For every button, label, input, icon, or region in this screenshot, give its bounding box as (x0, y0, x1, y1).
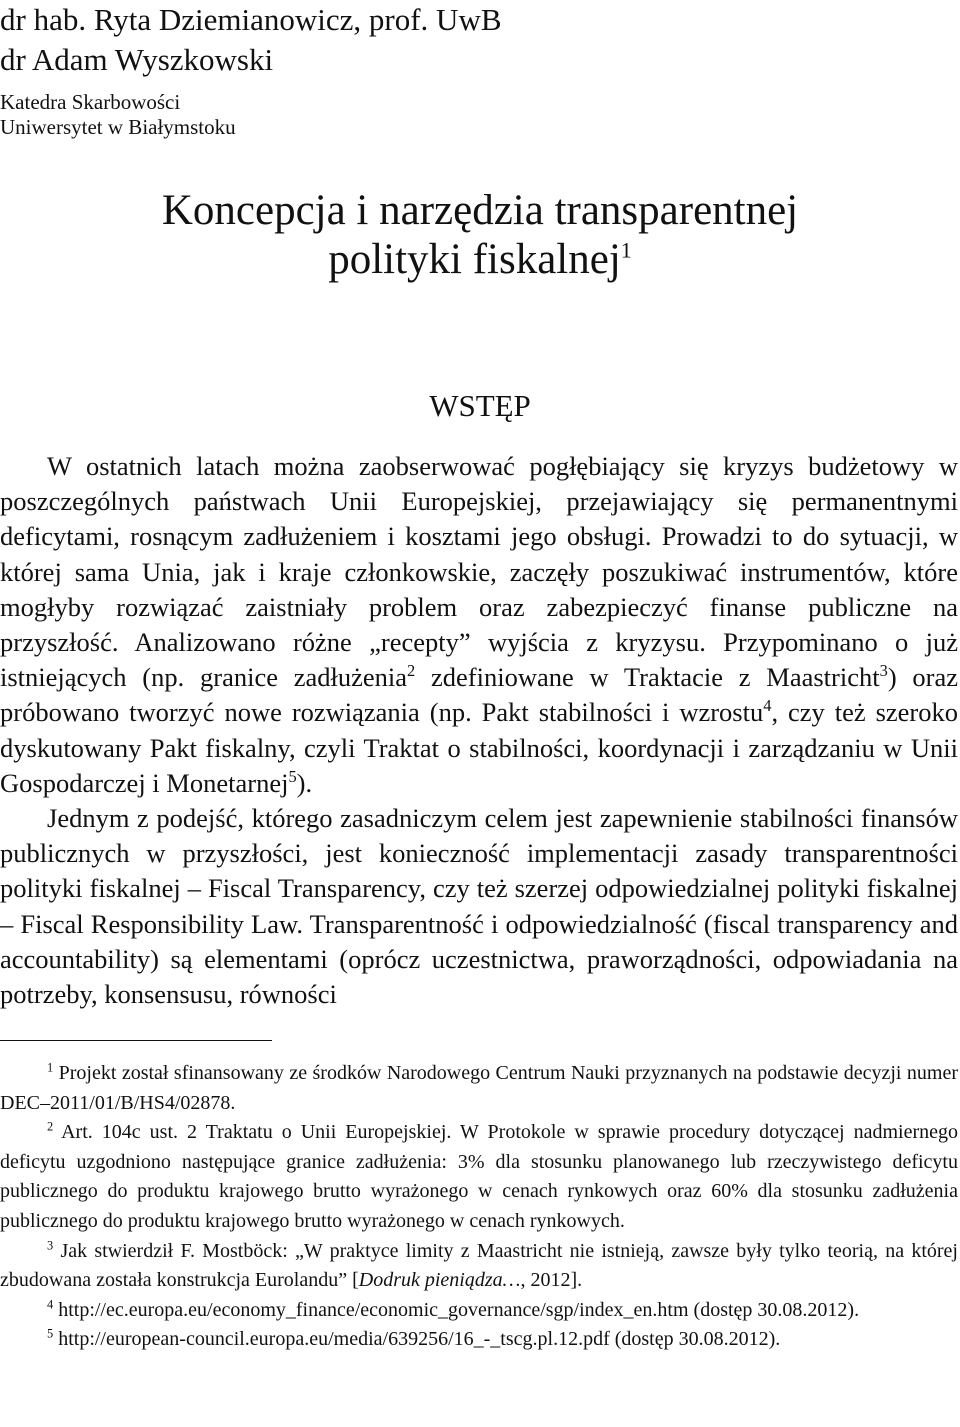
footnote-number: 1 (47, 1060, 54, 1075)
paragraph: Jednym z podejść, którego zasadniczym celem jest zapewnienie stabilności finansów publicznych w przyszłości, jest konieczność implementacji zasady transparentności polityki fiskalnej – Fiscal Transparency, czy też szerzej odpowiedzialnej polityki fiskalnej – Fiscal Responsibility Law. Transparentność i odpowiedzialność (fiscal transparency and accountability) są elementami (oprócz uczestnictwa, praworządności, odpowiadania na potrzeby, konsensusu, równości (0, 803, 958, 1010)
paragraph-text: ) oraz próbowano tworzyć nowe rozwiązania (np. Pakt stabilności i wzrostu (0, 662, 958, 728)
footnote-text: Jak stwierdził F. Mostböck: „W praktyce limity z Maastricht nie istnieją, zawsze były tylko teorią, na której zbudowana została konstrukcja Eurolandu” [ (0, 1239, 958, 1292)
paragraph-text: ). (296, 767, 313, 798)
footnote (0, 1296, 958, 1326)
footnote-text: Projekt został sfinansowany ze środków Narodowego Centrum Nauki przyznanych na podstawie decyzji numer DEC–2011/01/B/HS4/02878. (0, 1062, 958, 1114)
title-line: Koncepcja i narzędzia transparentnej (161, 187, 799, 234)
footnote-text: , 2012]. (520, 1269, 583, 1292)
footnote (0, 1237, 958, 1296)
footnote (0, 1325, 958, 1355)
footnotes (0, 1059, 958, 1355)
footnote-citation-title: Dodruk pieniądza… (358, 1269, 521, 1292)
footnote-text: Art. 104c ust. 2 Traktatu o Unii Europejskiej. W Protokole w sprawie procedury dotyczącej nadmiernego deficytu uzgodniono następujące granice zadłużenia: 3% dla stosunku planowanego lub rzeczywistego deficytu publicznego do produktu krajowego brutto wyrażonego w cenach rynkowych oraz 60% dla stosunku zadłużenia publicznego do produktu krajowego brutto wyrażonego w cenach rynkowych. (0, 1121, 958, 1232)
author-name: dr Adam Wyszkowski (0, 42, 274, 77)
footnote (0, 1059, 958, 1118)
section-heading: WSTĘP (429, 388, 531, 423)
footnote-ref[interactable]: 3 (879, 661, 888, 681)
footnote-number: 5 (47, 1326, 54, 1341)
footnote-ref[interactable]: 4 (763, 696, 772, 716)
university: Uniwersytet w Białymstoku (0, 115, 236, 139)
footnote (0, 1118, 958, 1236)
footnote-ref[interactable]: 2 (407, 661, 416, 681)
footnote-link[interactable]: http://ec.europa.eu/economy_finance/economic_governance/sgp/index_en.htm (dostęp 30.08.2012). (53, 1298, 860, 1321)
article-title (0, 186, 960, 284)
paragraph-text: , czy też szeroko dyskutowany Pakt fiskalny, czyli Traktat o stabilności, koordynacji i zarządzaniu w Unii Gospodarczej i Monetarnej (0, 697, 958, 798)
footnote-ref[interactable]: 5 (288, 767, 297, 786)
paragraph-text: zdefiniowane w Traktacie z Maastricht (415, 662, 880, 693)
title-line: polityki fiskalnej (328, 236, 621, 283)
footnote-ref[interactable]: 1 (620, 237, 632, 263)
paragraph (0, 449, 958, 801)
article-body (0, 449, 958, 1012)
paragraph-text: W ostatnich latach można zaobserwować pogłębiający się kryzys budżetowy w poszczególnych państwach Unii Europejskiej, przejawiający się permanentnymi deficytami, rosnącym zadłużeniem i kosztami jego obsługi. Prowadzi to do sytuacji, w której sama Unia, jak i kraje członkowskie, zaczęły poszukiwać instrumentów, które mogłyby rozwiązać zaistniały problem oraz zabezpieczyć finanse publiczne na przyszłość. Analizowano różne „recepty” wyjścia z kryzysu. Przypominano o już istniejących (np. granice zadłużenia (0, 451, 958, 693)
footnote-link[interactable]: http://european-council.europa.eu/media/639256/16_-_tscg.pl.12.pdf (dostęp 30.08.2012). (53, 1328, 781, 1351)
footnote-number: 4 (47, 1297, 54, 1312)
footnote-number: 3 (47, 1237, 54, 1252)
author-block (0, 0, 960, 140)
department: Katedra Skarbowości (0, 90, 181, 114)
footnote-number: 2 (47, 1119, 54, 1134)
author-name: dr hab. Ryta Dziemianowicz, prof. UwB (0, 2, 502, 37)
footnote-separator (0, 1040, 272, 1041)
